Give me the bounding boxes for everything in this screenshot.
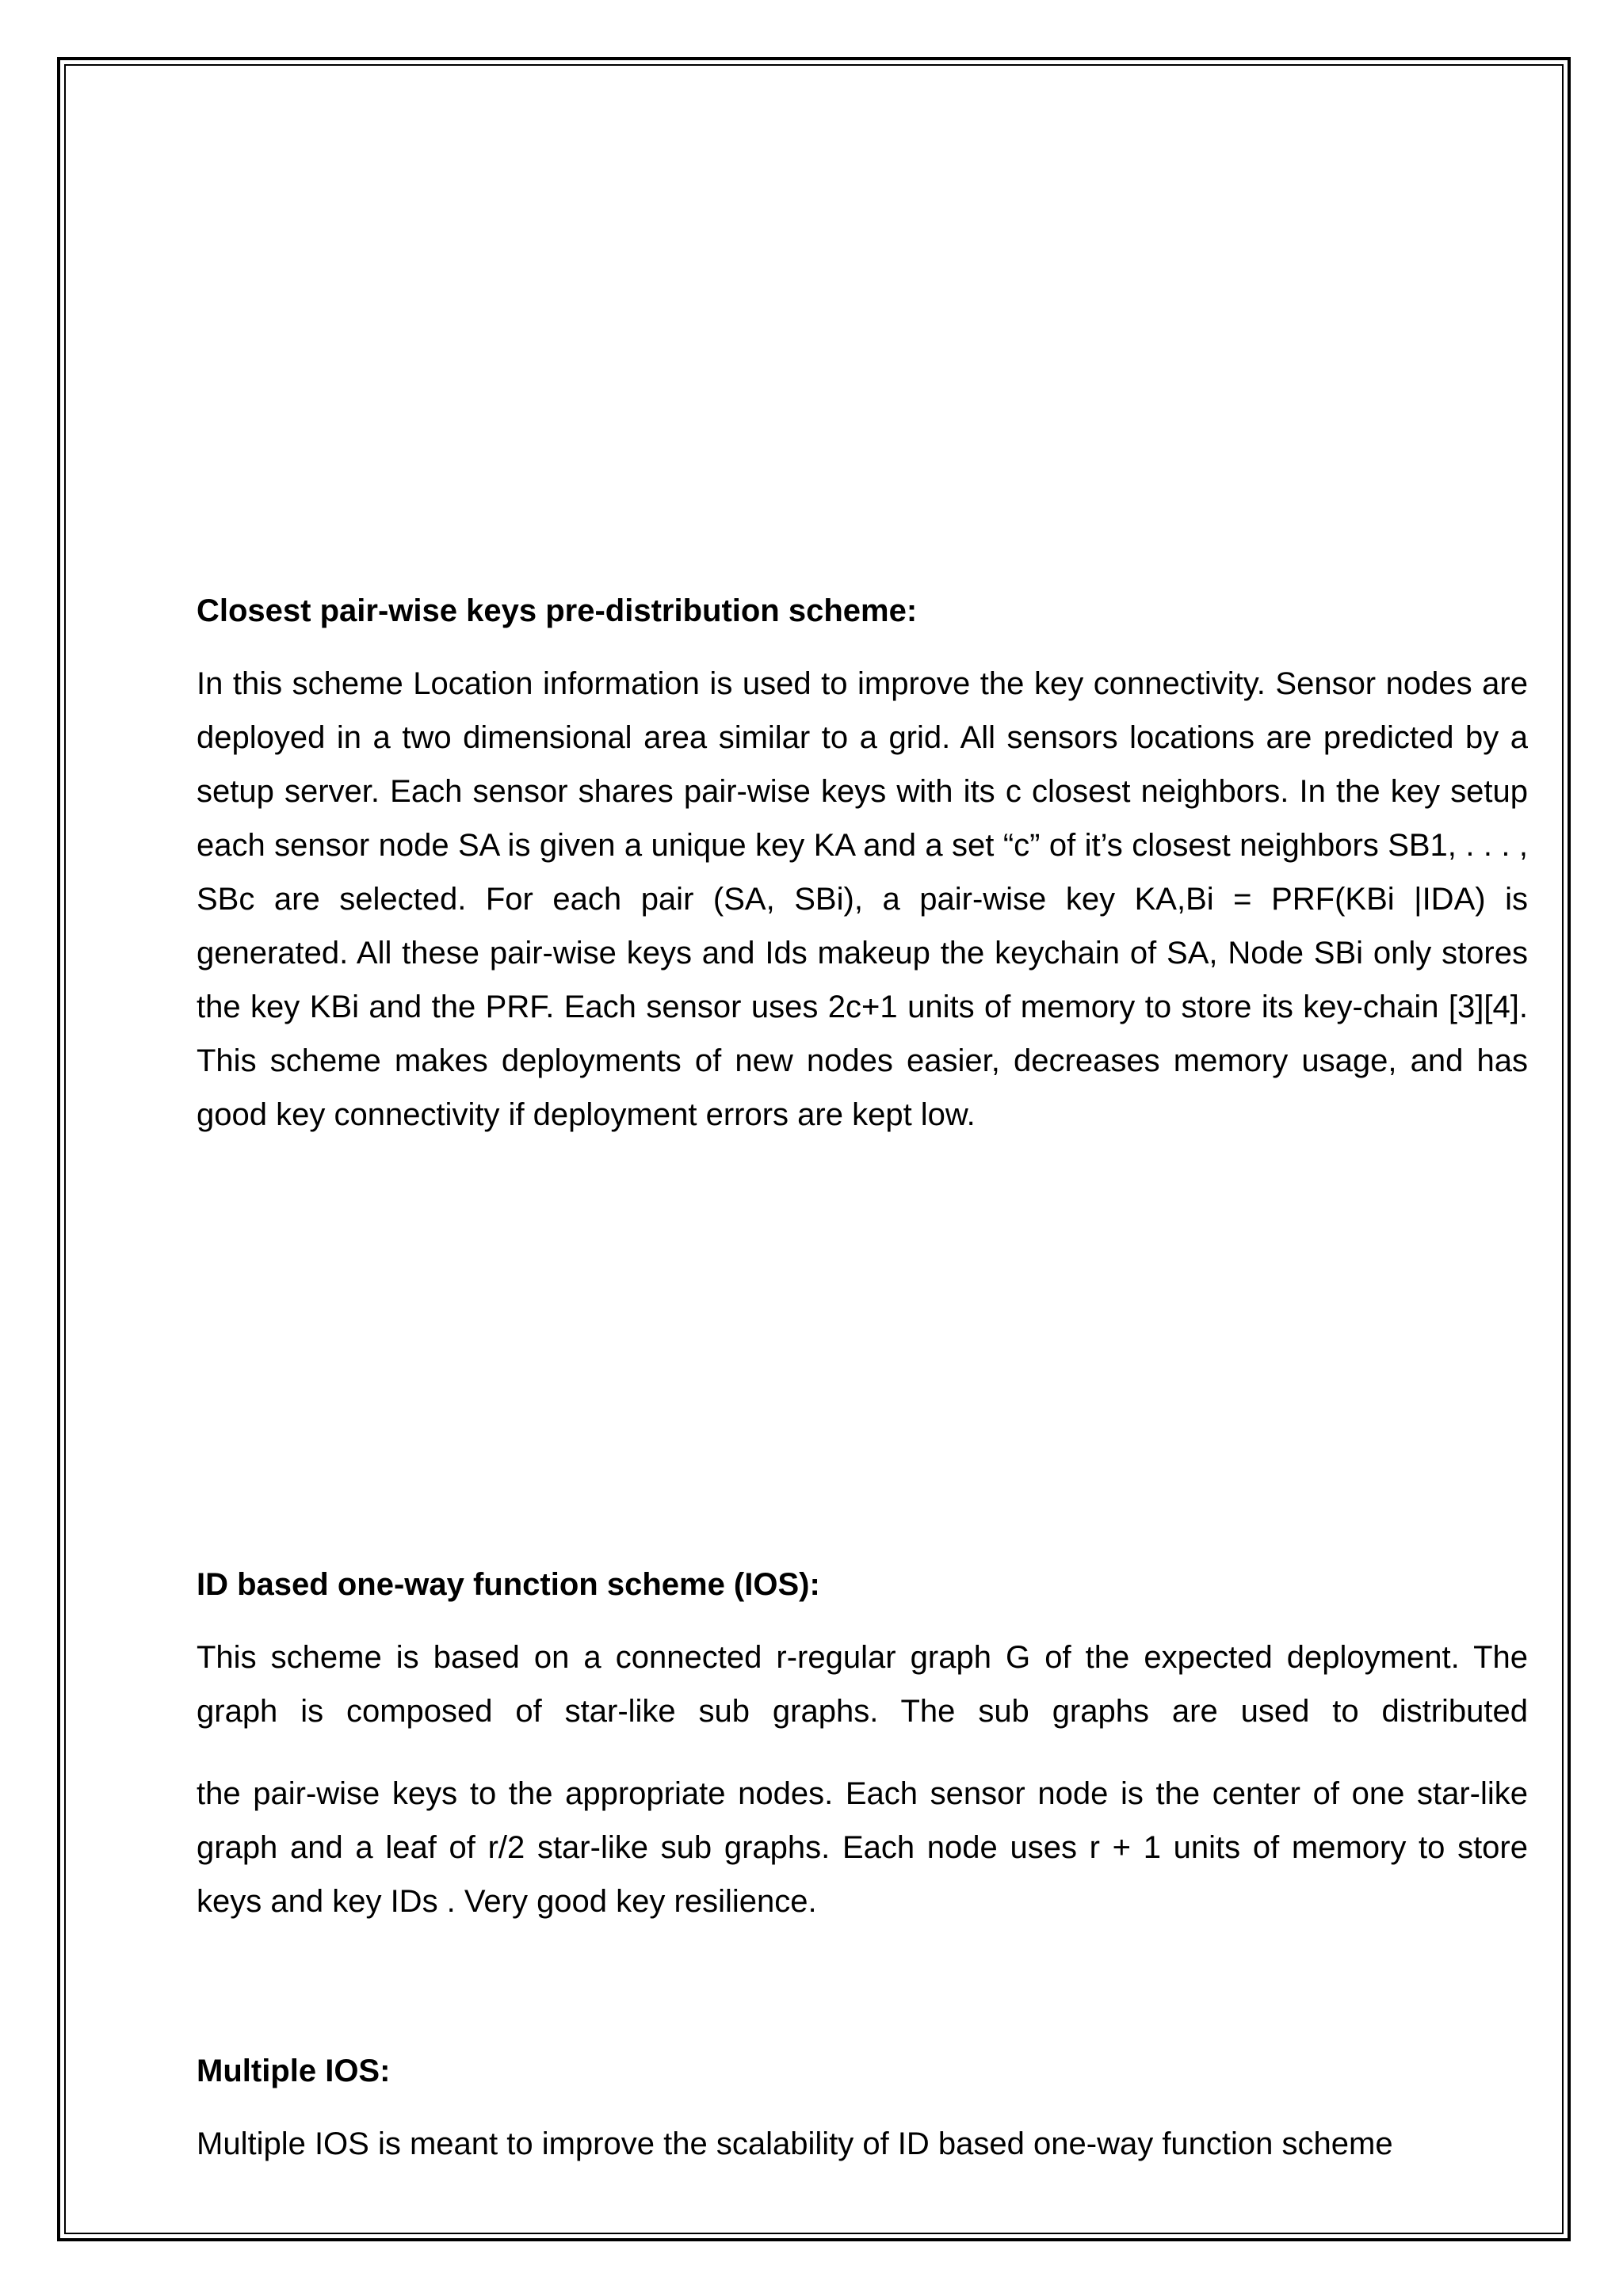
section-paragraph: Multiple IOS is meant to improve the scalability of ID based one-way function scheme (197, 2126, 1393, 2161)
section-closest-pairwise (197, 584, 1528, 1142)
section-heading: ID based one-way function scheme (IOS): (197, 1567, 820, 1602)
section-heading: Multiple IOS: (197, 2054, 391, 2088)
section-paragraph: the pair-wise keys to the appropriate nodes. Each sensor node is the center of one star-like graph and a leaf of r/2 star-like sub graphs. Each node uses r + 1 units of memory to store keys and key IDs . Very good key resilience. (197, 1776, 1528, 1919)
section-ios (197, 1558, 1528, 1928)
section-multiple-ios (197, 2044, 1528, 2171)
section-paragraph: In this scheme Location information is used to improve the key connectivity. Sensor nodes are deployed in a two dimensional area similar to a grid. All sensors locations are predicted by a setup server. Each sensor shares pair-wise keys with its c closest neighbors. In the key setup each sensor node SA is given a unique key KA and a set “c” of it’s closest neighbors SB1, . . . , SBc are selected. For each pair (SA, SBi), a pair-wise key KA,Bi = PRF(KBi |IDA) is generated. All these pair-wise keys and Ids makeup the keychain of SA, Node SBi only stores the key KBi and the PRF. Each sensor uses 2c+1 units of memory to store its key-chain [3][4]. This scheme makes deployments of new nodes easier, decreases memory usage, and has good key connectivity if deployment errors are kept low. (197, 666, 1528, 1132)
section-paragraph: This scheme is based on a connected r-regular graph G of the expected deployment. The graph is composed of star-like sub graphs. The sub graphs are used to distributed (197, 1640, 1528, 1729)
section-heading: Closest pair-wise keys pre-distribution scheme: (197, 593, 918, 628)
